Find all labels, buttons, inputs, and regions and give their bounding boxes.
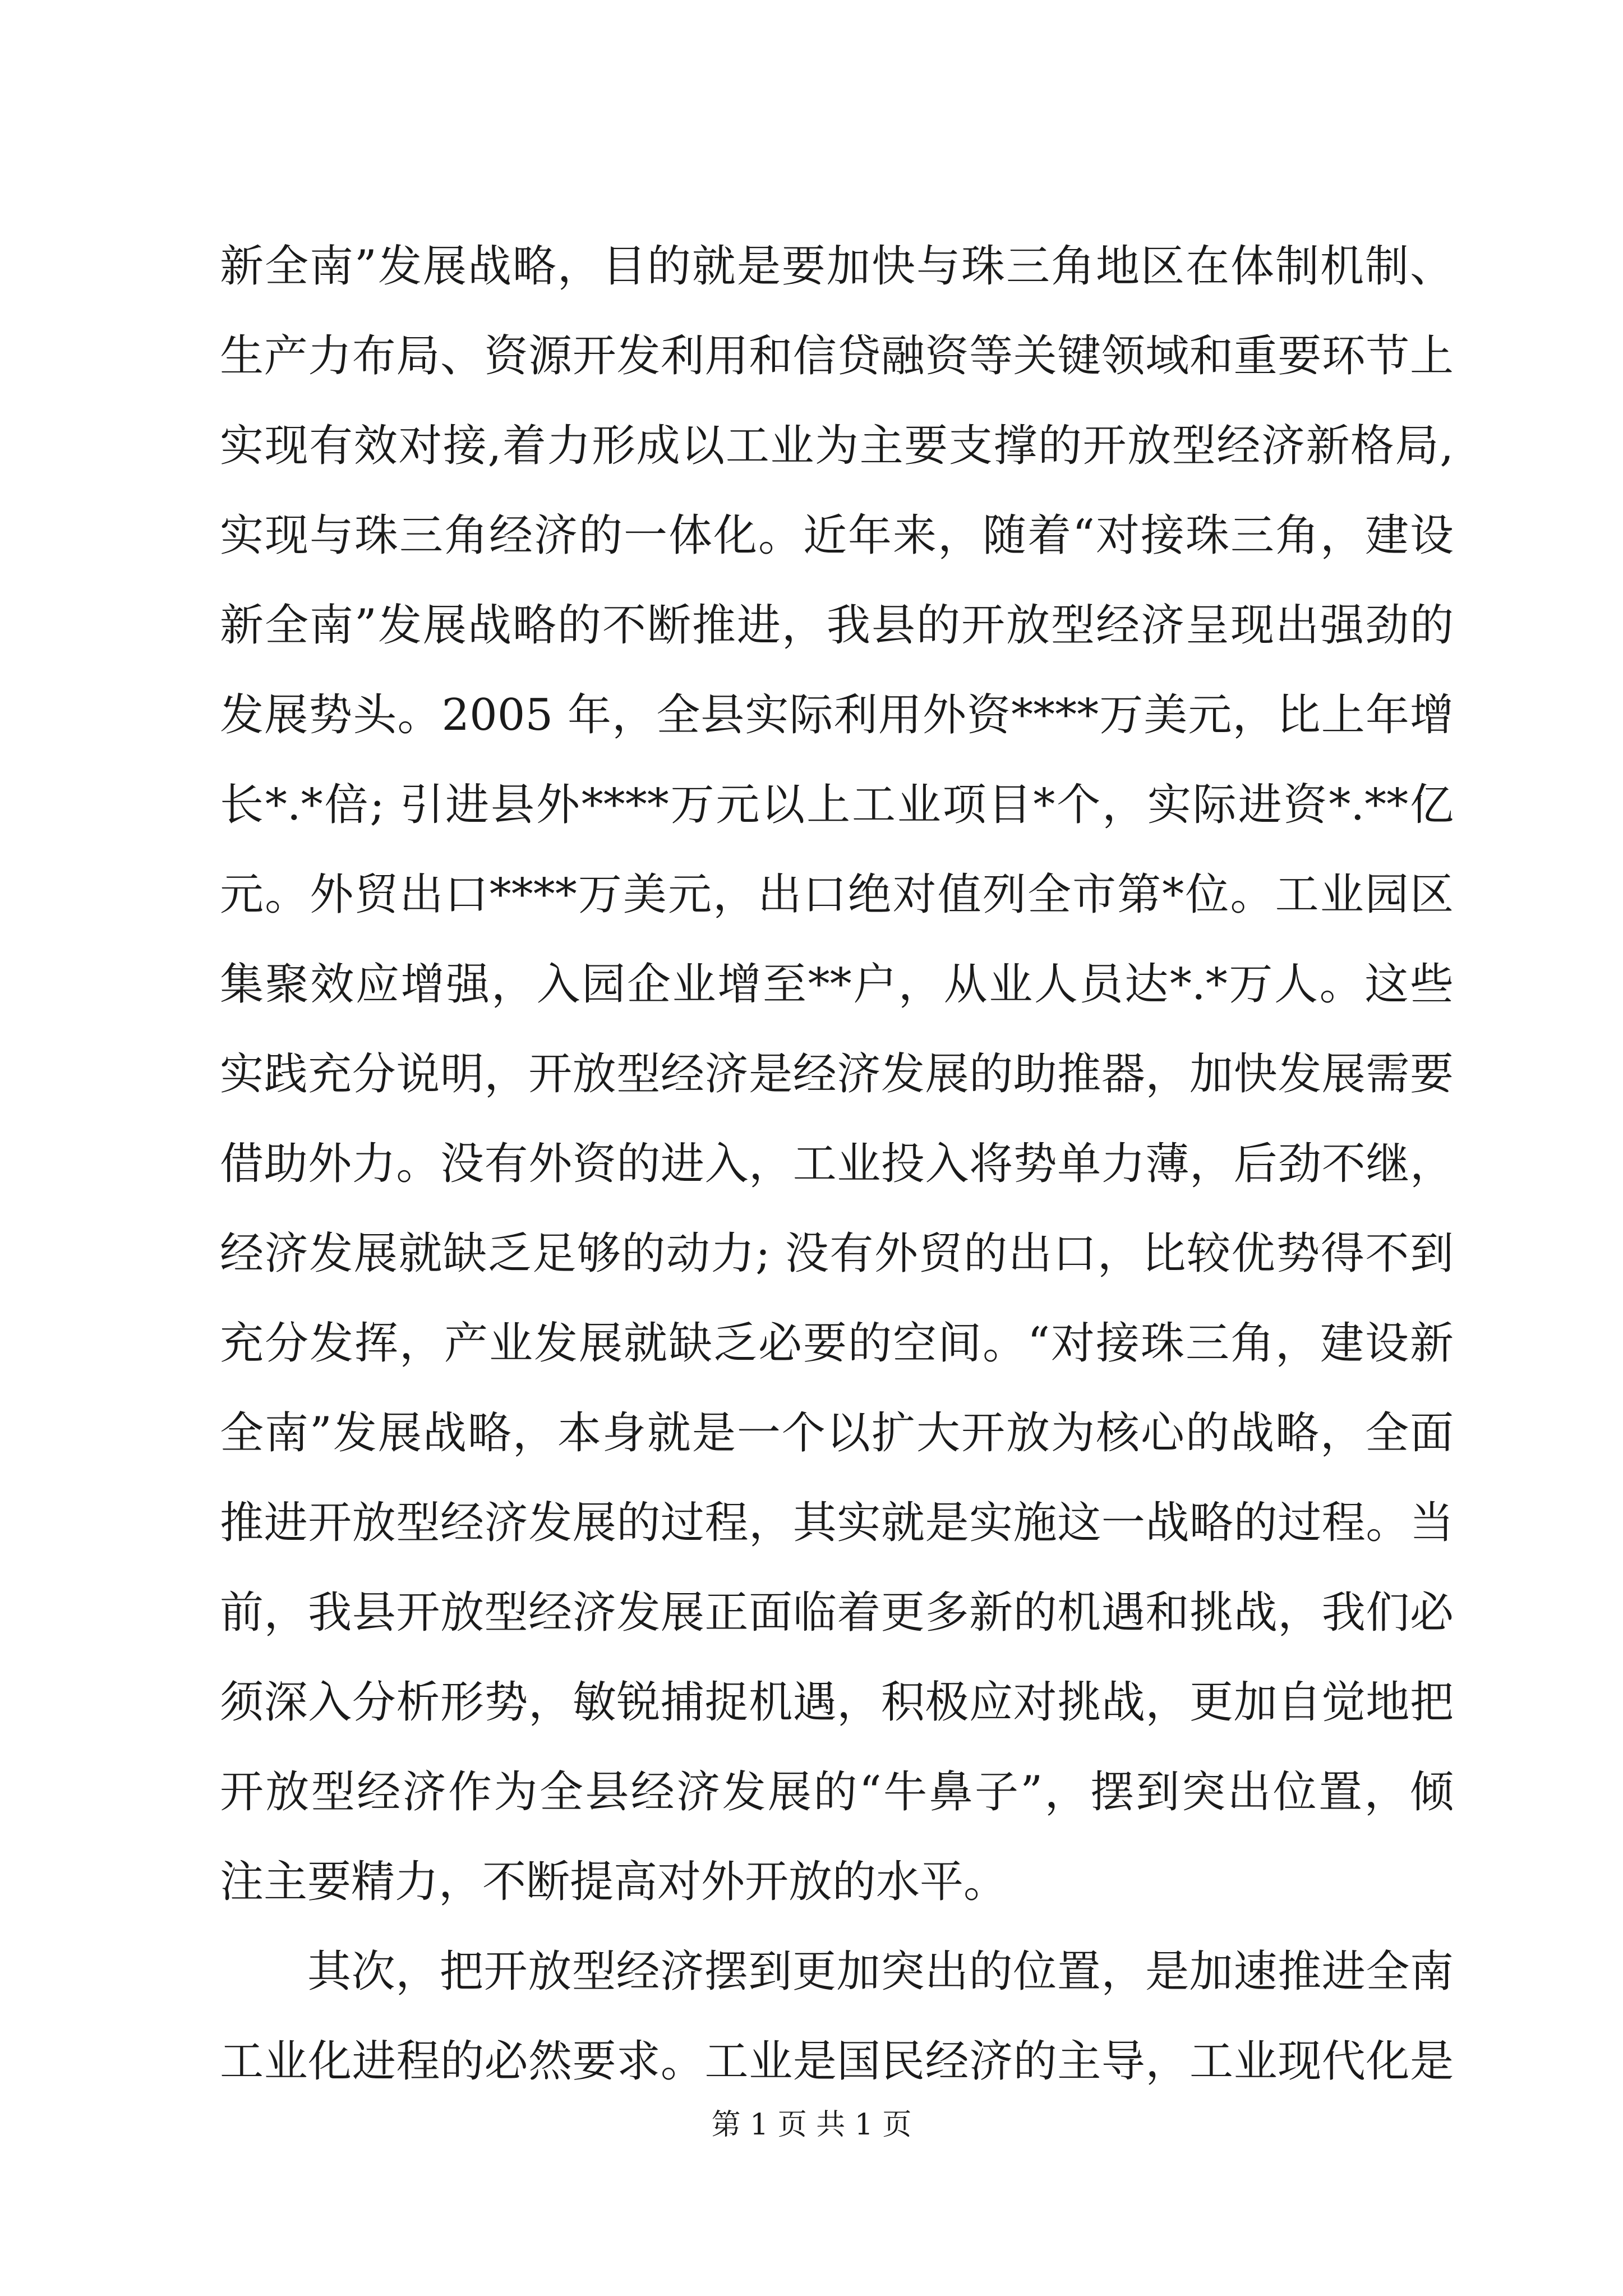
text-line: 发展势头。2005 年，全县实际利用外资****万美元，比上年增 [220, 690, 1454, 740]
text-line: 充分发挥，产业发展就缺乏必要的空间。“对接珠三角，建设新 [220, 1318, 1454, 1369]
text-line: 实现有效对接,着力形成以工业为主要支撑的开放型经济新格局, [220, 421, 1454, 471]
text-line: 新全南”发展战略，目的就是要加快与珠三角地区在体制机制、 [220, 241, 1454, 292]
text-line: 注主要精力，不断提高对外开放的水平。 [220, 1857, 1008, 1907]
text-line: 借助外力。没有外资的进入，工业投入将势单力薄，后劲不继， [220, 1139, 1454, 1189]
text-line: 生产力布局、资源开发利用和信贷融资等关键领域和重要环节上 [220, 331, 1454, 381]
text-line: 须深入分析形势，敏锐捕捉机遇，积极应对挑战，更加自觉地把 [220, 1677, 1454, 1728]
text-line: 实现与珠三角经济的一体化。近年来，随着“对接珠三角，建设 [220, 510, 1454, 561]
text-line: 推进开放型经济发展的过程，其实就是实施这一战略的过程。当 [220, 1498, 1454, 1548]
page-footer [0, 2101, 1623, 2143]
page-number: 第 1 页 共 1 页 [711, 2108, 912, 2142]
paragraph-1 [220, 222, 1454, 1927]
text-line: 前，我县开放型经济发展正面临着更多新的机遇和挑战，我们必 [220, 1588, 1454, 1638]
text-line: 全南”发展战略，本身就是一个以扩大开放为核心的战略，全面 [220, 1408, 1454, 1458]
text-line: 元。外贸出口****万美元，出口绝对值列全市第*位。工业园区 [220, 869, 1454, 920]
text-line: 开放型经济作为全县经济发展的“牛鼻子”，摆到突出位置，倾 [220, 1767, 1454, 1818]
text-line: 工业化进程的必然要求。工业是国民经济的主导，工业现代化是 [220, 2036, 1454, 2087]
text-line: 集聚效应增强，入园企业增至**户，从业人员达*.*万人。这些 [220, 959, 1454, 1010]
text-line: 实践充分说明，开放型经济是经济发展的助推器，加快发展需要 [220, 1049, 1454, 1099]
paragraph-2 [220, 1927, 1454, 2106]
text-line: 其次，把开放型经济摆到更加突出的位置，是加速推进全南 [307, 1947, 1454, 1997]
text-line: 新全南”发展战略的不断推进，我县的开放型经济呈现出强劲的 [220, 600, 1454, 651]
text-line: 长*.*倍; 引进县外****万元以上工业项目*个，实际进资*.**亿 [220, 780, 1454, 830]
text-line: 经济发展就缺乏足够的动力; 没有外贸的出口，比较优势得不到 [220, 1228, 1454, 1279]
document-body [220, 222, 1454, 2106]
